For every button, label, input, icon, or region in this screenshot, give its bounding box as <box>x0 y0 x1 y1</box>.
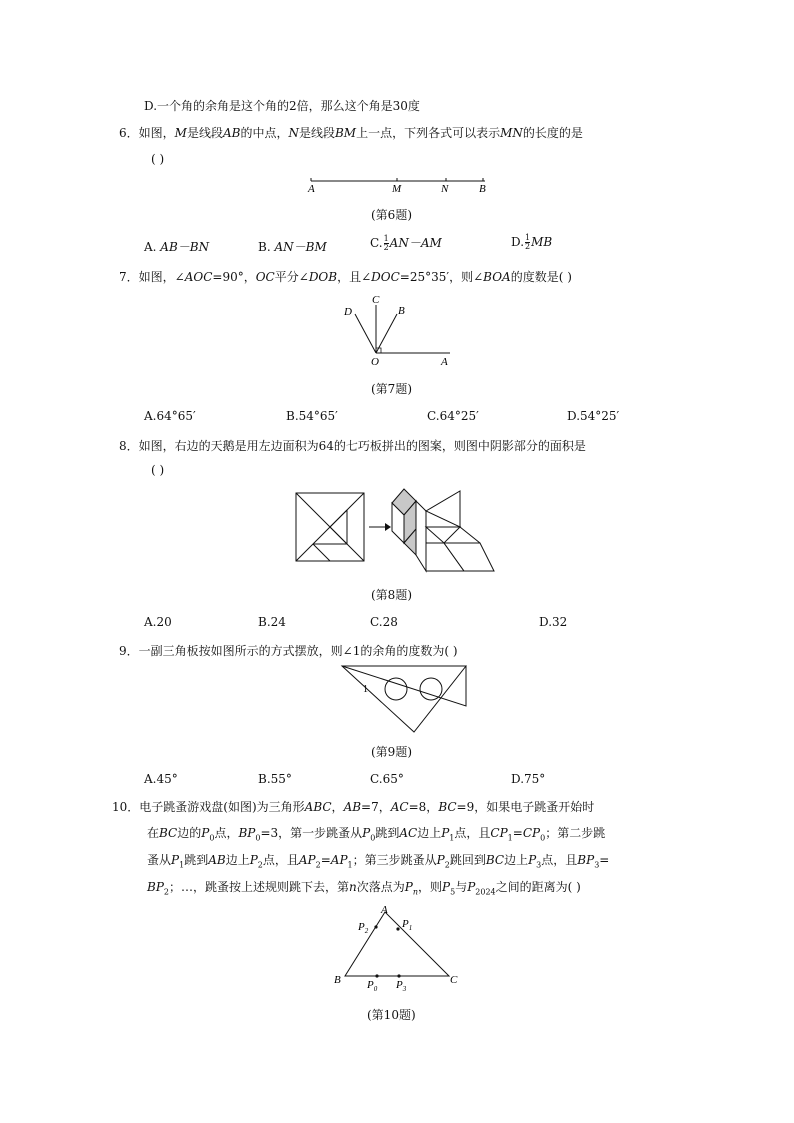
q9-option-c: C.65° <box>370 772 404 786</box>
q10-figure-triangle <box>328 902 464 998</box>
q10-line-3: 蚤从$P_1$跳到AB边上$P_2$点，且$AP_2=AP_1$；第三步跳蚤从$P_2$跳回到BC边上$P_3$点，且$BP_3=$ <box>147 853 610 870</box>
q8-figure-tangram <box>294 485 498 579</box>
label-a: A <box>441 356 448 368</box>
fraction-half: $\frac{1}{2}$ <box>525 233 531 251</box>
q8-option-a: A.20 <box>144 615 172 629</box>
q9-caption: (第9题) <box>371 745 412 759</box>
label-c: C <box>372 294 380 306</box>
label-p2: $P_2$ <box>358 921 369 935</box>
label-a: A <box>308 183 315 195</box>
q8-answer-paren: ( ) <box>151 463 165 477</box>
point-p3 <box>397 974 400 977</box>
q6-option-b: B. AN－BM <box>258 240 327 254</box>
point-p2 <box>374 925 377 928</box>
q8-option-b: B.24 <box>258 615 286 629</box>
label-c: C <box>450 974 458 986</box>
q6-stem: 6．如图，M是线段AB的中点，N是线段BM上一点，下列各式可以表示MN的长度的是 <box>119 126 583 140</box>
tangram-square <box>296 493 364 561</box>
q7-option-b: B.54°65′ <box>286 409 338 423</box>
q9-option-b: B.55° <box>258 772 292 786</box>
label-b: B <box>398 305 405 317</box>
label-p0: $P_0$ <box>367 979 378 993</box>
q7-option-d: D.54°25′ <box>567 409 620 423</box>
set-square-30 <box>342 666 466 706</box>
label-p1: $P_1$ <box>402 918 413 932</box>
q7-figure-angles <box>335 290 465 370</box>
q6-caption: (第6题) <box>371 208 412 222</box>
q7-number: 7． <box>119 270 139 284</box>
fraction-half: $\frac{1}{2}$ <box>383 234 389 252</box>
point-p1 <box>396 927 399 930</box>
label-o: O <box>371 356 379 368</box>
q10-line-1: 10．电子跳蚤游戏盘(如图)为三角形ABC，AB=7，AC=8，BC=9，如果电子跳蚤开始时 <box>112 800 595 814</box>
q8-stem: 8．如图，右边的天鹅是用左边面积为64的七巧板拼出的图案，则图中阴影部分的面积是 <box>119 439 586 453</box>
q9-stem: 9．一副三角板按如图所示的方式摆放，则∠1的余角的度数为( ) <box>119 644 458 658</box>
q6-answer-paren: ( ) <box>151 152 165 166</box>
label-b: B <box>479 183 486 195</box>
q8-number: 8． <box>119 439 139 453</box>
q10-caption: (第10题) <box>367 1008 416 1022</box>
angle-1-label: 1 <box>363 684 368 695</box>
q10-number: 10． <box>112 800 140 814</box>
label-n: N <box>441 183 449 195</box>
q6-option-d: D. $\frac{1}{2}$ MB <box>511 233 553 251</box>
label-a: A <box>381 904 388 916</box>
arrow-icon <box>369 523 391 531</box>
q10-line-2: 在BC边的$P_0$点，$BP_0=3$，第一步跳蚤从$P_0$跳到AC边上$P_1$点，且$CP_1=CP_0$；第二步跳 <box>147 826 606 843</box>
q7-caption: (第7题) <box>371 382 412 396</box>
label-m: M <box>392 183 402 195</box>
ray-ob <box>376 314 397 353</box>
q5-option-d: D.一个角的余角是这个角的2倍，那么这个角是30度 <box>144 99 420 113</box>
q7-stem: 7．如图，∠AOC=90°，OC平分∠DOB，且∠DOC=25°35′，则∠BOA的度数是( ) <box>119 270 572 284</box>
q8-option-d: D.32 <box>539 615 568 629</box>
q10-line-4: $BP_2$；…，跳蚤按上述规则跳下去，第n次落点为$P_n$，则$P_5$与$P_{2024}$之间的距离为( ) <box>147 880 581 897</box>
q7-option-a: A.64°65′ <box>144 409 196 423</box>
q6-option-a: A. AB－BN <box>144 240 210 254</box>
q6-option-c: C. $\frac{1}{2}$ AN－AM <box>370 234 442 252</box>
q9-figure-set-squares <box>334 660 470 738</box>
set-square-45 <box>342 666 466 732</box>
q6-figure-segment <box>300 174 500 196</box>
q9-number: 9． <box>119 644 139 658</box>
q8-option-c: C.28 <box>370 615 398 629</box>
hole-right <box>420 678 442 700</box>
q9-option-a: A.45° <box>144 772 178 786</box>
point-p0 <box>375 974 378 977</box>
q9-option-d: D.75° <box>511 772 546 786</box>
tangram-swan <box>392 489 494 571</box>
label-d: D <box>344 306 352 318</box>
label-b: B <box>334 974 341 986</box>
q7-option-c: C.64°25′ <box>427 409 479 423</box>
label-p3: $P_3$ <box>396 979 407 993</box>
ray-od <box>355 314 376 353</box>
q6-number: 6． <box>119 126 139 140</box>
hole-left <box>385 678 407 700</box>
q8-caption: (第8题) <box>371 588 412 602</box>
